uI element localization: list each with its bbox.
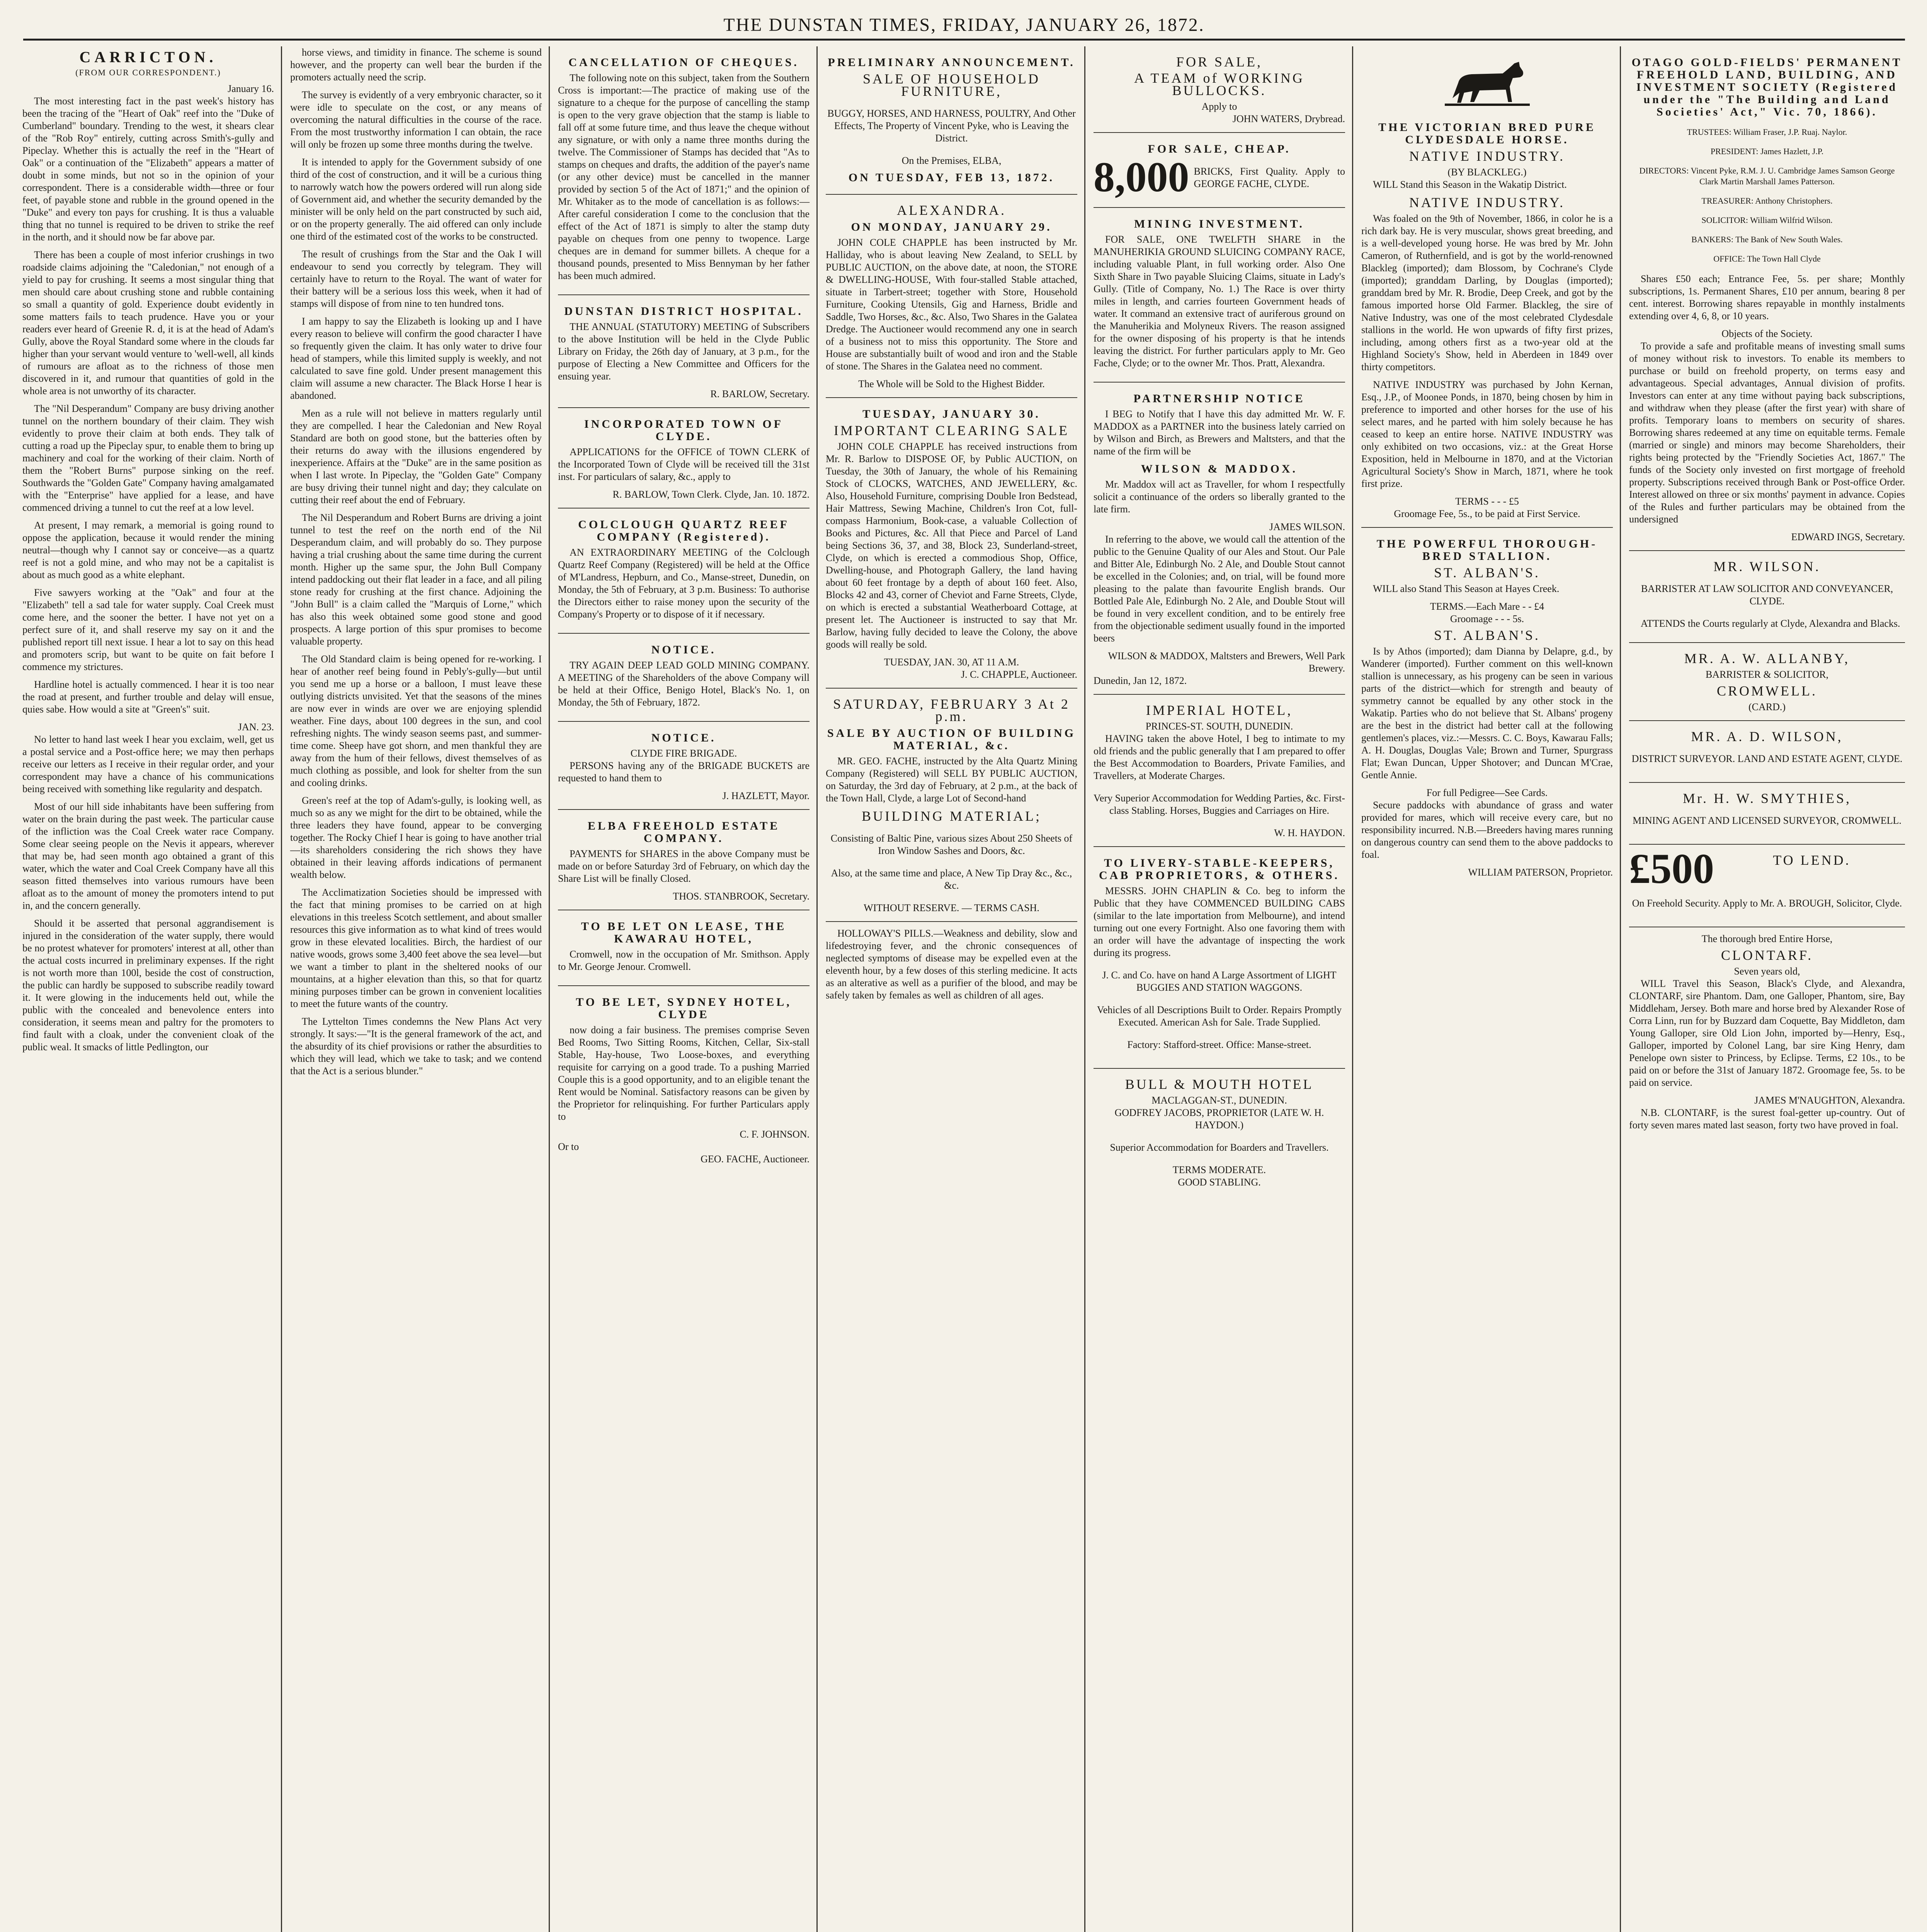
ad-body: ATTENDS the Courts regularly at Clyde, Alexandra and Blacks. — [1641, 618, 1900, 629]
ad-terms: TERMS - - - £5 — [1455, 496, 1519, 507]
column-rule — [281, 46, 282, 1932]
ad-closing: The Whole will be Sold to the Highest Bidder. — [858, 378, 1045, 389]
notice-heading: TO BE LET, SYDNEY HOTEL, CLYDE — [576, 996, 792, 1021]
ad-firm: J. C. and Co. have on hand A Large Assortment of LIGHT BUGGIES AND STATION WAGGONS. — [1102, 969, 1337, 993]
ad-body: NATIVE INDUSTRY was purchased by John Kernan, Esq., J.P., of Moonee Ponds, in 1870, being chosen by him in preference to imported and other horses for the use of his select mares, and he parted with him solely because he has ceased to keep an entire horse. NATIVE INDUSTRY was only exhibited on two occasions, viz.: at the Great Horse Exposition, held in Melbourne in 1870, and at the Victorian Agricultural Society's Show in March, 1871, where he took first prize. — [1361, 379, 1613, 489]
column-3 — [551, 46, 816, 1932]
article-paragraph: I am happy to say the Elizabeth is looking up and I have every reason to believe will confirm the good character I have so frequently given the claim. It has only water to drive four head of stampers, while this limited supply is weekly, and not calculated to save fine gold. Under present management this claim will assume a new character. The Black Horse I hear is abandoned. — [290, 316, 542, 401]
article-paragraph: horse views, and timidity in finance. The scheme is sound however, and the property can well bear the burden if the promoters actually need the scrip. — [290, 47, 542, 83]
ad-alexandra-sale — [826, 195, 1077, 398]
article-paragraph: The Lyttelton Times condemns the New Plans Act very strongly. It says:—"It is the general framework of the act, and the absurdity of its chief provisions or rather the absurdities to which they will lead, which we take to task; and we contend that the Act is a serious blunder." — [290, 1016, 542, 1077]
ad-list: Consisting of Baltic Pine, various sizes About 250 Sheets of Iron Window Sashes and Doors, &c. — [830, 833, 1073, 856]
ad-name: Mr. H. W. SMYTHIES, — [1682, 791, 1852, 806]
ad-bankers: BANKERS: The Bank of New South Wales. — [1691, 235, 1843, 244]
notice-kawarau-hotel — [558, 910, 810, 986]
notice-signature: GEO. FACHE, Auctioneer. — [701, 1153, 810, 1165]
column-1 — [15, 46, 281, 1932]
ad-date: ON TUESDAY, FEB 13, 1872. — [848, 171, 1055, 184]
ad-body: Is by Athos (imported); dam Dianna by Delapre, g.d., by Wanderer (imported). Further comment on this well-known stallion is unnecessary, as his progeny can be seen in various parts of the district—which for strength and beauty of symmetry cannot be equalled by any other stock in the Wakatip. Parties who do not believe that St. Albans' progeny are the best in the district had better call at the following gentlemen's places, viz.:—Messrs. C. C. Boys, Kawarau Falls; A. H. Douglas, Douglas Vale; Brown and Turner, Spurgrass Flat; Ewan Duncan, Upper Shotover; and Duncan M'Crae, Gentle Annie. — [1361, 646, 1613, 781]
notice-signature: R. BARLOW, Town Clerk. Clyde, Jan. 10. 1872. — [612, 489, 810, 500]
ad-subheading: PRINCES-ST. SOUTH, DUNEDIN. — [1145, 721, 1293, 732]
ad-heading: TO LEND. — [1773, 852, 1851, 868]
ad-body: I BEG to Notify that I have this day admitted Mr. W. F. MADDOX as a PARTNER into the business lately carried on by Wilson and Birch, as Brewers and Maltsters, and that the name of the firm will be — [1094, 408, 1345, 457]
article-paragraph: The Old Standard claim is being opened for re-working. I hear of another reef being found in Pebly's-gully—but until you send me up a horse or a balloon, I must leave these outlying districts unvisited. Yet that the seasons of the mines are now ever in winds are over we are enjoying splendid weather. Fine days, about 100 degrees in the sun, and cool refreshing nights. The windy season seems past, and summer-time come. Sheep have got shorn, and men thankful they are away from the hum of their fellows, divest themselves of as much clothing as possible, and look for shelter from the sun and cooling drinks. — [290, 653, 542, 788]
ad-body: MR. GEO. FACHE, instructed by the Alta Quartz Mining Company (Registered) will SELL BY PUBLIC AUCTION, on Saturday, the 3rd day of February, at 2 p.m., at the back of the Town Hall, Clyde, a large Lot of Second-hand — [826, 755, 1077, 804]
notice-town-clyde — [558, 408, 810, 509]
ad-heading: ALEXANDRA. — [897, 202, 1006, 218]
ad-signature: JAMES M'NAUGHTON, Alexandra. — [1754, 1095, 1905, 1106]
article-byline: (FROM OUR CORRESPONDENT.) — [75, 68, 221, 77]
ad-office: OFFICE: The Town Hall Clyde — [1713, 254, 1821, 264]
article-paragraph: It is intended to apply for the Government subsidy of one third of the cost of construction, and it will be a curious thing to narrowly watch how the powers ordered will run along side of Government aid, and whether the security demanded by the minister will be only held on the part constructed by such aid, or on the property generally. The aid offered can only include one third of the estimated cost of the works to be constructed. — [290, 156, 542, 242]
column-2 — [283, 46, 549, 1932]
ad-signature: WILSON & MADDOX, Maltsters and Brewers, Well Park Brewery. — [1108, 650, 1345, 674]
ad-heading: BULL & MOUTH HOTEL — [1125, 1077, 1314, 1092]
ad-heading: PRELIMINARY ANNOUNCEMENT. — [828, 56, 1075, 69]
ad-body: Secure paddocks with abundance of grass and water provided for mares, which will receive every care, but no responsibility incurred. N.B.—Breeders having mares running on dangerous country can send them to the above paddocks to foal. — [1361, 799, 1613, 860]
ad-body: On Freehold Security. Apply to Mr. A. BROUGH, Solicitor, Clyde. — [1632, 898, 1902, 909]
notice-heading: DUNSTAN DISTRICT HOSPITAL. — [564, 305, 803, 318]
article-paragraph: The most interesting fact in the past week's history has been the tracing of the "Heart of Oak" reef into the "Duke of Cumberland" boundary. Trending to the west, it shears clear of the "Rob Roy" entirely, cutting across Smith's-gully and Pipeclay. Whether this is actually the reef in the "Heart of Oak" or a continuation of the "Elizabeth" appears a matter of doubt in some minds, but not so in the opinion of your correspondent. There is a considerable width—three or four feet, of payable stone and rubble in the ground opened in the "Duke" and every ton pays for crushing. It is thus a valuable thing that no tunnel is required to be driven to strike the reef in the north, and it should now be far above par. — [22, 95, 274, 243]
notice-body: APPLICATIONS for the OFFICE of TOWN CLERK of the Incorporated Town of Clyde will be received till the 31st inst. For particulars of salary, &c., apply to — [558, 446, 810, 482]
ad-title: The thorough bred Entire Horse, — [1701, 933, 1833, 944]
ad-partnership — [1094, 383, 1345, 695]
horse-name: ST. ALBAN'S. — [1434, 565, 1540, 580]
column-rule — [1352, 46, 1353, 1932]
article-paragraph: The Nil Desperandum and Robert Burns are driving a joint tunnel to test the reef on the north end of the Nil Desperandum claim, and will probably do so. They purpose having a trial crushing about the same time during the current month. Higher up the same spur, the John Bull Company intend paddocking out their flat leader in a face, and all piling stone ready for crushing at the first chance. Adjoining the "John Bull" is a claim called the "Marquis of Lorne," which has also this week obtained some good stone and good prospects. A large portion of this spur promises to become valuable property. — [290, 512, 542, 647]
ad-place: CROMWELL. — [1717, 683, 1817, 699]
article-paragraph: The result of crushings from the Star and the Oak I will endeavour to send you correctly by telegram. They will certainly have to return to the Royal. The want of water for their battery will be a serious loss this week, when it had of stamps will dispose of from nine to ten hundred tons. — [290, 248, 542, 309]
article-paragraph: Should it be asserted that personal aggrandisement is injured in the consideration of the water supply, there would be no protest whatever for promoters' interest at all, other than the actual costs incurred in preliminary expenses. If the right is not worth more than 100l, beside the cost of construction, the public can hardly be supposed to subscribe readily toward it. It were glowing in the inducements held out, while the public with the concealed and benevolence enters into consideration, it seems mean and paltry for the promoters to find fault with a cloak, under the convenient cloak of the public weal. It smacks of little Pedlington, our — [22, 918, 274, 1053]
ad-time: TUESDAY, JAN. 30, AT 11 A.M. — [884, 656, 1019, 668]
ad-body: Was foaled on the 9th of November, 1866, in color he is a rich dark bay. He is very muscular, shows great breeding, and is a well-developed young horse. He was bred by Mr. John Cameron, of Ruthernfield, and is got by the world-renowned Blackleg (imported); dam Blossom, by Cochrane's Clyde (imported); granddam Darling, by Douglas (imported); granddam bred by Mr. R. Brodie, Deep Creek, and got by the famous imported horse Old Farmer. Blackleg, the sire of Native Industry, was one of the most celebrated Clydesdale stallions in the world. He won upwards of fifty first prizes, including, among others first as a two-year old at the Highland Society's Show, held in Aberdeen in 1849 over thirty competitors. — [1361, 213, 1613, 372]
ad-apply: Apply to — [1201, 101, 1237, 112]
ad-title: SALE OF HOUSEHOLD FURNITURE, — [862, 71, 1040, 99]
ad-smythies — [1629, 783, 1905, 845]
ad-subheading: Objects of the Society. — [1721, 328, 1813, 339]
notice-heading: COLCLOUGH QUARTZ REEF COMPANY (Registered). — [578, 518, 789, 543]
horse-name: NATIVE INDUSTRY. — [1409, 148, 1565, 164]
ad-terms: TERMS.—Each Mare - - £4 — [1430, 601, 1544, 612]
article-paragraph: No letter to hand last week I hear you exclaim, well, get us a postal service and a Post-office here; we may then perhaps receive our letters as I receive in their regular order, and your correspondent may have a chance of his communications being received with something like regularity and despatch. — [22, 734, 274, 794]
horse-age: Seven years old, — [1734, 966, 1800, 977]
masthead — [23, 12, 1905, 41]
ad-body: FOR SALE, ONE TWELFTH SHARE in the MANUHERIKIA GROUND SLUICING COMPANY RACE, including valuable Plant, in full working order. Also One Sixth Share in Two payable Sluicing Claims, situate in Lady's Gully. (Title of Company, No. 1.) The Race is over thirty miles in length, and carries fourteen Government heads of water. It command an extensive tract of auriferous ground on the Manuherikia and Molyneux Rivers. The reason assigned for the owner disposing of his property is that he intends leaving the district. For further particulars apply to Mr. Geo Fache, Clyde; or to the owner Mr. Thos. Pratt, Alexandra. — [1094, 234, 1345, 369]
notice-signature: C. F. JOHNSON. — [740, 1129, 810, 1140]
ad-mr-wilson — [1629, 551, 1905, 643]
notice-colclough — [558, 509, 810, 634]
ad-signature: JAMES WILSON. — [1269, 521, 1345, 532]
ad-body: HAVING taken the above Hotel, I beg to intimate to my old friends and the public generally that I am prepared to offer the Best Accommodation to Boarders, Private Families, and Travellers, at Moderate Charges. — [1094, 733, 1345, 781]
ad-livery-stable — [1094, 847, 1345, 1069]
ad-amount: £500 — [1629, 845, 1714, 892]
ad-body: BUGGY, HORSES, AND HARNESS, POULTRY, And Other Effects, The Property of Vincent Pyke, who is Leaving the District. — [827, 108, 1076, 144]
notice-sydney-hotel — [558, 986, 810, 1172]
ad-bull-mouth-hotel — [1094, 1069, 1345, 1196]
ad-card: (CARD.) — [1748, 701, 1786, 713]
article-paragraph: Green's reef at the top of Adam's-gully, is looking well, as much so as any we might for the dirt to be obtained, while the three leaders they have found, appear to be converging together. The Rocky Chief I hear is going to have another trial—its shareholders considering the rich shows they have obtained in their leaving affords indications of permanent wealth below. — [290, 795, 542, 880]
notice-body: AN EXTRAORDINARY MEETING of the Colclough Quartz Reef Company (Registered) will be held at the Office of M'Landress, Hepburn, and Co., Manse-street, Dunedin, on Monday, the 5th of February, at 3 p.m. Business: To authorise the Directors either to raise money upon the security of the Company's Property or to dispose of it if necessary. — [558, 547, 810, 620]
ad-body: WILL also Stand This Season at Hayes Creek. — [1373, 583, 1560, 594]
ad-title: THE VICTORIAN BRED PURE CLYDESDALE HORSE. — [1378, 121, 1596, 146]
notice-heading: TO BE LET ON LEASE, THE KAWARAU HOTEL, — [581, 920, 787, 945]
ad-holloway-pills — [826, 922, 1077, 1014]
ad-bricks — [1094, 133, 1345, 208]
ad-body: JOHN COLE CHAPPLE has received instructions from Mr. R. Barlow to DISPOSE OF, by Public AUCTION, on Tuesday, the 30th of January, the whole of his Remaining Stock of CLOCKS, WATCHES, AND JEWELLERY, &c. Also, Household Furniture, comprising Double Iron Bedstead, Hair Mattress, Sewing Machine, Children's Iron Cot, full-compass Harmonium, Book-case, a valuable Collection of Books and Pictures, &c. All that Piece and Parcel of Land being Sections 36, 37, and 38, Block 23, Sunderland-street, Clyde, on which is erected a commodious Shop, Office, Dwelling-house, and Photograph Gallery, the land having about 60 feet frontage by a depth of about 160 feet. Also, Blocks 42 and 43, corner of Cheviot and Farne Streets, Clyde, on which is erected a substantial Weatherboard Cottage, at present let. The Auctioneer is instructed to say that Mr. Barlow, having fully decided to leave the Colony, the above goods will really be sold. — [826, 441, 1077, 650]
ad-clearing-sale — [826, 398, 1077, 689]
notice-body: Cromwell, now in the occupation of Mr. Smithson. Apply to Mr. George Jenour. Cromwell. — [558, 949, 810, 972]
notice-subheading: CLYDE FIRE BRIGADE. — [630, 748, 737, 759]
ad-signature: EDWARD INGS, Secretary. — [1791, 531, 1905, 543]
article-heading: CARRICTON. — [79, 48, 217, 66]
ad-imperial-hotel — [1094, 695, 1345, 847]
ad-body: HOLLOWAY'S PILLS.—Weakness and debility, slow and lifedestroying fever, and the chronic consequences of neglected symptoms of disease may be expelled even at the eleventh hour, by a few doses of this sterling medicine. It acts as an alterative as well as a purifier of the blood, and may be safely taken by females as well as children of all ages. — [826, 928, 1077, 1001]
notice-signature: J. HAZLETT, Mayor. — [722, 790, 810, 801]
ad-solicitor: SOLICITOR: William Wilfrid Wilson. — [1701, 215, 1833, 225]
article-paragraph: There has been a couple of most inferior crushings in two roadside claims adjoining the "Caledonian," not enough of a yield to pay for crushing. It seems a most singular thing that men should care about crushing stone and rubble containing so small a quantity of gold. Experience doubt evidently in some matters fails to teach prudence. Have you or your readers ever heard of Greenie R. d, it is at the head of Adam's Gully, above the Royal Standard some where in the clouds far higher than your servant would venture to 'well-well, all kinds of rumours are afloat as to the richness of those men discovered in it, and rumour that quantities of gold in the whole area is not unworthy of its character. — [22, 249, 274, 396]
masthead-title: THE DUNSTAN TIMES, FRIDAY, JANUARY 26, 1872. — [723, 15, 1205, 35]
horse-illustration-icon — [1361, 56, 1613, 117]
ad-title: THE POWERFUL THOROUGH-BRED STALLION. — [1376, 537, 1598, 563]
ad-body: Vehicles of all Descriptions Built to Order. Repairs Promptly Executed. American Ash for Sale. Trade Supplied. — [1097, 1004, 1342, 1028]
ad-body: JOHN COLE CHAPPLE has been instructed by Mr. Halliday, who is about leaving New Zealand, to SELL by PUBLIC AUCTION, on the above date, at noon, the STORE & DWELLING-HOUSE, With four-stalled Stable attached, situate in Tarbert-street; together with Store, Household Furniture, Cooking Utensils, Gig and Harness, Bridle and Saddle, Two Horses, &c., &c. Also, Two Shares in the Galatea Dredge. The Auctioneer would recommend any one in search of a business not to miss this opportunity. The Store and House are substantially built of wood and iron and the Stable of stone. The Shares in the Galatea need no comment. — [826, 237, 1077, 372]
ad-terms: TERMS MODERATE. — [1172, 1164, 1266, 1175]
ad-heading: FOR SALE, — [1176, 54, 1263, 70]
ad-st-albans — [1361, 528, 1613, 886]
ad-heading: IMPERIAL HOTEL, — [1146, 702, 1293, 718]
column-rule — [549, 46, 550, 1932]
ad-heading: TO LIVERY-STABLE-KEEPERS, CAB PROPRIETORS, & OTHERS. — [1099, 857, 1340, 882]
notice-body: PERSONS having any of the BRIGADE BUCKETS are requested to hand them to — [558, 760, 810, 784]
ad-heading: OTAGO GOLD-FIELDS' PERMANENT FREEHOLD LAND, BUILDING, AND INVESTMENT SOCIETY (Registered under the "The Building and Land Societies' Act," Vic. 70, 1866). — [1631, 56, 1903, 118]
ad-fee: Groomage - - - 5s. — [1450, 613, 1524, 624]
notice-fire-brigade — [558, 722, 810, 810]
ad-number: 8,000 — [1094, 153, 1189, 201]
ad-footer: GOOD STABLING. — [1178, 1177, 1261, 1188]
notice-body: now doing a fair business. The premises comprise Seven Bed Rooms, Two Sitting Rooms, Kitchen, Cellar, Six-stall Stable, Hay-house, Two Loose-boxes, and everything requisite for carrying on a good trade. To a pushing Married Couple this is a good opportunity, and to an eligible tenant the Rent would be Nominal. Satisfactory reasons can be given by the Proprietor for relinquishing. For further Particulars apply to — [558, 1024, 810, 1122]
article-paragraph: Men as a rule will not believe in matters regularly until they are compelled. I hear the Caledonian and New Royal Standard are both on good stone, but the batteries often by their returns do away with the illusions engendered by inexperience. Affairs at the "Duke" are in the same position as when I last wrote. In Pipeclay, the "Golden Gate" Company are busy driving their tunnel night and day; they calculate on cutting their reef about the end of February. — [290, 408, 542, 505]
ad-heading: SALE BY AUCTION OF BUILDING MATERIAL, &c. — [827, 727, 1076, 752]
ad-firm: WILSON & MADDOX. — [1141, 463, 1298, 475]
article-date: January 16. — [228, 83, 274, 94]
horse-name: NATIVE INDUSTRY. — [1409, 195, 1565, 210]
ad-list: Very Superior Accommodation for Wedding Parties, &c. First-class Stabling. Horses, Buggies and Carriages on Hire. — [1094, 793, 1345, 816]
ad-also: Also, at the same time and place, A New Tip Dray &c., &c., &c. — [831, 867, 1072, 891]
ad-heading: FOR SALE, CHEAP. — [1148, 143, 1291, 155]
article-paragraph: The Acclimatization Societies should be impressed with the fact that mining promises to be carried on at high elevations in this treeless Scotch settlement, and about smaller resources this give information as to what kind of trees would grow in these elevated localities. Birch, the hardiest of our native woods, grows some 3,400 feet above the sea level—but we want a timber to plant in the sheltered nooks of our mountains, at a higher elevation than this, so that for quartz mining purposes timber can be grown in convenient localities to meet the future wants of the country. — [290, 887, 542, 1009]
notice-signature: THOS. STANBROOK, Secretary. — [673, 891, 810, 902]
ad-body: Mr. Maddox will act as Traveller, for whom I respectfully solicit a continuance of the orders so liberally granted to the late firm. — [1094, 479, 1345, 515]
column-rule — [816, 46, 818, 1932]
notice-body: PAYMENTS for SHARES in the above Company must be made on or before Saturday 3rd of February, on which day the Share List will be finally Closed. — [558, 848, 810, 884]
ad-body: To provide a safe and profitable means of investing small sums of money without risk to investors. To enable its members to purchase or build on freehold property, on terms easy and advantageous. Special advantages, Annual division of profits. Investors can enter at any time without paying back subscriptions, and withdraw when they please (after the first year) with share of profits. Temporary loans to members on security of shares. Borrowing shares redeemed at any time on equitable terms. Female (married or single) and minors may become Shareholders, their rights being protected by the "Friendly Societies Act, 1867." The funds of the Society only invested on first mortgage of freehold property. Subscriptions received through Bank or Post-office Order. Interest allowed on three or six months' payment in advance. Copies of the Rules and further particulars may be obtained from the undersigned — [1629, 340, 1905, 525]
notice-elba-estate — [558, 810, 810, 910]
ad-title: DISTRICT SURVEYOR. LAND AND ESTATE AGENT, CLYDE. — [1631, 753, 1903, 764]
ad-subheading: MACLAGGAN-ST., DUNEDIN. — [1151, 1095, 1287, 1106]
ad-building-society — [1629, 46, 1905, 551]
ad-proprietor: GODFREY JACOBS, PROPRIETOR (LATE W. H. HAYDON.) — [1114, 1107, 1324, 1131]
ad-heading: IMPORTANT CLEARING SALE — [833, 423, 1070, 438]
ad-body: WILL Stand this Season in the Wakatip District. — [1373, 179, 1567, 190]
ad-terms: WITHOUT RESERVE. — TERMS CASH. — [864, 902, 1039, 913]
ad-president: PRESIDENT: James Hazlett, J.P. — [1710, 146, 1824, 156]
ad-treasurer: TREASURER: Anthony Christophers. — [1701, 196, 1833, 206]
horse-name: CLONTARF. — [1721, 947, 1813, 963]
ad-note: N.B. CLONTARF, is the surest foal-getter up-country. Out of forty seven mares mated last season, forty two have proved in foal. — [1629, 1107, 1905, 1131]
ad-building-material — [826, 689, 1077, 922]
column-rule — [1084, 46, 1085, 1932]
ad-native-industry — [1361, 46, 1613, 528]
ad-body: Superior Accommodation for Boarders and Travellers. — [1110, 1142, 1329, 1153]
ad-title: A TEAM of WORKING BULLOCKS. — [1134, 70, 1305, 98]
article-paragraph: At present, I may remark, a memorial is going round to oppose the application, because it would render the mining neutral—though why I cannot say or conceive—as a quartz reef is not a gold mine, and who may not be a capitalist is about as much good as a white elephant. — [22, 520, 274, 580]
ad-pedigree: For full Pedigree—See Cards. — [1426, 787, 1548, 798]
notice-cancellation-cheques — [558, 46, 810, 295]
notice-heading: NOTICE. — [651, 643, 716, 656]
horse-name: ST. ALBAN'S. — [1434, 628, 1540, 643]
ad-title: BARRISTER & SOLICITOR, — [1705, 669, 1829, 680]
notice-signature: R. BARLOW, Secretary. — [710, 388, 810, 400]
notice-body: TRY AGAIN DEEP LEAD GOLD MINING COMPANY. A MEETING of the Shareholders of the above Company will be held at their Office, Benigo Hotel, Black's No. 1, on Monday, the 5th of February, 1872. — [558, 660, 810, 708]
column-rule — [1620, 46, 1621, 1932]
ad-heading: MINING INVESTMENT. — [1134, 218, 1305, 230]
column-4 — [819, 46, 1084, 1932]
ad-body: MESSRS. JOHN CHAPLIN & Co. beg to inform the Public that they have COMMENCED BUILDING CABS (similar to the late importation from Melbourne), and intend turning out one every Fortnight. Also one favoring them with an order will have the advantage of inspecting the work during its progress. — [1094, 885, 1345, 958]
article-date: JAN. 23. — [238, 721, 274, 733]
ad-bullocks — [1094, 46, 1345, 133]
ad-title: BUILDING MATERIAL; — [862, 808, 1041, 824]
ad-signature: JOHN WATERS, Drybread. — [1232, 113, 1345, 124]
notice-heading: ELBA FREEHOLD ESTATE COMPANY. — [587, 820, 780, 845]
ad-mining-investment — [1094, 208, 1345, 383]
article-paragraph: Five sawyers working at the "Oak" and four at the "Elizabeth" tell a sad tale for water supply. Coal Creek must come here, and the sooner the better. I have not yet on a perfect sure of it, and shall reserve my say on it and the published report till next issue. I hear a lot to say on this head and promoters scrip, but want to be quite on fait before I commence my strictures. — [22, 587, 274, 672]
ad-date: TUESDAY, JANUARY 30. — [862, 408, 1041, 420]
article-paragraph: Hardline hotel is actually commenced. I hear it is too near the road at present, and further trouble and delay will ensue, quies sabe. How would a site at "Green's" suit. — [22, 679, 274, 715]
ad-title: MINING AGENT AND LICENSED SURVEYOR, CROMWELL. — [1633, 815, 1901, 826]
notice-try-again — [558, 634, 810, 722]
ad-date: ON MONDAY, JANUARY 29. — [851, 221, 1052, 233]
notice-heading: CANCELLATION OF CHEQUES. — [568, 56, 799, 69]
ad-household-furniture — [826, 46, 1077, 195]
notice-hospital — [558, 295, 810, 408]
article-paragraph: Most of our hill side inhabitants have been suffering from water on the brain during the past week. The particular cause of the infliction was the Coal Creek water race Company. Some clear seeing people on the Nevis it appears, wherever that may be, had seen month ago obtained a grant of this water, which the water and Coal Creek Company have all this season fitted themselves into various rumours have been afloat as to the amount of money the promoters intend to put in, and the concern generally. — [22, 801, 274, 911]
ad-title: BARRISTER AT LAW SOLICITOR AND CONVEYANCER, CLYDE. — [1641, 583, 1893, 607]
ad-place: On the Premises, ELBA, — [901, 155, 1002, 166]
column-5 — [1087, 46, 1352, 1932]
ad-body: BRICKS, First Quality. Apply to GEORGE FACHE, CLYDE. — [1194, 166, 1345, 189]
notice-body: The following note on this subject, taken from the Southern Cross is important:—The practice of making use of the signature to a cheque for the purpose of cancelling the stamp is open to the very grave objection that the stamp is liable to fall off at some future time, and thus leave the cheque without any signature, or with only a name three months during the twelve. The Commissioner of Stamps has decided that "As to stamps on cheques and drafts, the addition of the payer's name (or any other device) must be cancelled in the manner provided by section 5 of the Act of 1871;" and the opinion of Mr. Whitaker as to the mode of cancellation is as follows:—After careful consideration I come to the conclusion that the effect of the Act of 1871 is simply to alter the stamp duty payable on cheques from one penny to twopence. Large cheques are in demand for summer billets. A cheque for a thousand pounds, presented to Miss Bennyman by her father has been much admired. — [558, 72, 810, 281]
ad-name: MR. WILSON. — [1713, 559, 1821, 574]
ad-fee: Groomage Fee, 5s., to be paid at First Service. — [1394, 508, 1580, 519]
ad-allanby — [1629, 643, 1905, 721]
article-paragraph: The survey is evidently of a very embryonic character, so it were idle to speculate on the cost, or any means of overcoming the natural difficulties in the course of the race. From the most trustworthy information I can obtain, the race will only be frozen up some three months during the twelve. — [290, 89, 542, 150]
notice-body: THE ANNUAL (STATUTORY) MEETING of Subscribers to the above Institution will be held in the Clyde Public Library on Friday, the 26th day of January, at 3 p.m., for the purpose of Electing a New Committee and Officers for the ensuing year. — [558, 321, 810, 382]
ad-trustees: TRUSTEES: William Fraser, J.P. Ruaj. Naylor. — [1687, 127, 1847, 137]
column-7 — [1622, 46, 1912, 1932]
ad-name: MR. A. W. ALLANBY, — [1684, 651, 1850, 666]
ad-date: Dunedin, Jan 12, 1872. — [1094, 675, 1187, 686]
notice-heading: NOTICE. — [651, 731, 716, 744]
ad-clontarf — [1629, 927, 1905, 1144]
column-6 — [1354, 46, 1620, 1932]
ad-to-lend — [1629, 845, 1905, 927]
ad-ad-wilson — [1629, 721, 1905, 783]
ad-body: Shares £50 each; Entrance Fee, 5s. per share; Monthly subscriptions, 1s. Permanent Shares, £10 per annum, bearing 8 per cent. interest. Borrowing shares repayable in monthly instalments extending over 4, 6, 8, or 10 years. — [1629, 273, 1905, 321]
ad-signature: J. C. CHAPPLE, Auctioneer. — [961, 669, 1077, 680]
ad-date: SATURDAY, FEBRUARY 3 At 2 p.m. — [833, 696, 1070, 724]
notice-heading: INCORPORATED TOWN OF CLYDE. — [584, 418, 784, 443]
ad-signature: W. H. HAYDON. — [1274, 827, 1345, 838]
horse-sire: (BY BLACKLEG.) — [1447, 167, 1527, 178]
ad-body: In referring to the above, we would call the attention of the public to the Genuine Quality of our Ales and Stout. Our Pale and Bitter Ale, Edinburgh No. 2 Ale, and Double Stout cannot be excelled in the Colonies; and, on trial, will be found more pleasing to the palate than favourite English brands. Our Bottled Pale Ale, Edinburgh No. 2 Ale, and Double Stout will be found in very excellent condition, and to be entirely free from the objectionable sediment usually found in the imported beers — [1094, 534, 1345, 644]
ad-heading: PARTNERSHIP NOTICE — [1133, 392, 1305, 405]
notice-or: Or to — [558, 1141, 579, 1152]
ad-directors: DIRECTORS: Vincent Pyke, R.M. J. U. Cambridge James Samson George Clark Martin Marshall James Patterson. — [1639, 166, 1895, 186]
ad-body: WILL Travel this Season, Black's Clyde, and Alexandra, CLONTARF, sire Phantom. Dam, one Galloper, Phantom, sire, Bay Middleham, Jersey. Both mare and horse bred by Alexander Rose of Corra Linn, run for by Buzzard dam Coquette, Bay Middleton, dam Young Galloper, sire Old Lion John, imported by—Henry, Esq., Galloper, imported by Colonel Lang, bar sire King Henry, dam Penelope own sister to Princess, by Eclipse. Terms, £2 10s., to be paid on or before the 31st of January 1872. Groomage fee, 5s. to be paid on service. — [1629, 978, 1905, 1088]
article-paragraph: The "Nil Desperandum" Company are busy driving another tunnel on the northern boundary of their claim. They wish evidently to prove their claim at both ends. They talk of cutting a road up the Pipeclay spur, to enable them to bring up machinery and coal for the working of their claim. North of them the "Robert Burns" purpose sinking on the reef. Southwards the "Golden Gate" Company having amalgamated with the "Enterprise" have applied for a lease, and have commenced driving a tunnel to cut the reef at a low level. — [22, 403, 274, 513]
ad-name: MR. A. D. WILSON, — [1691, 729, 1843, 744]
ad-address: Factory: Stafford-street. Office: Manse-street. — [1127, 1039, 1311, 1050]
ad-signature: WILLIAM PATERSON, Proprietor. — [1468, 867, 1613, 878]
